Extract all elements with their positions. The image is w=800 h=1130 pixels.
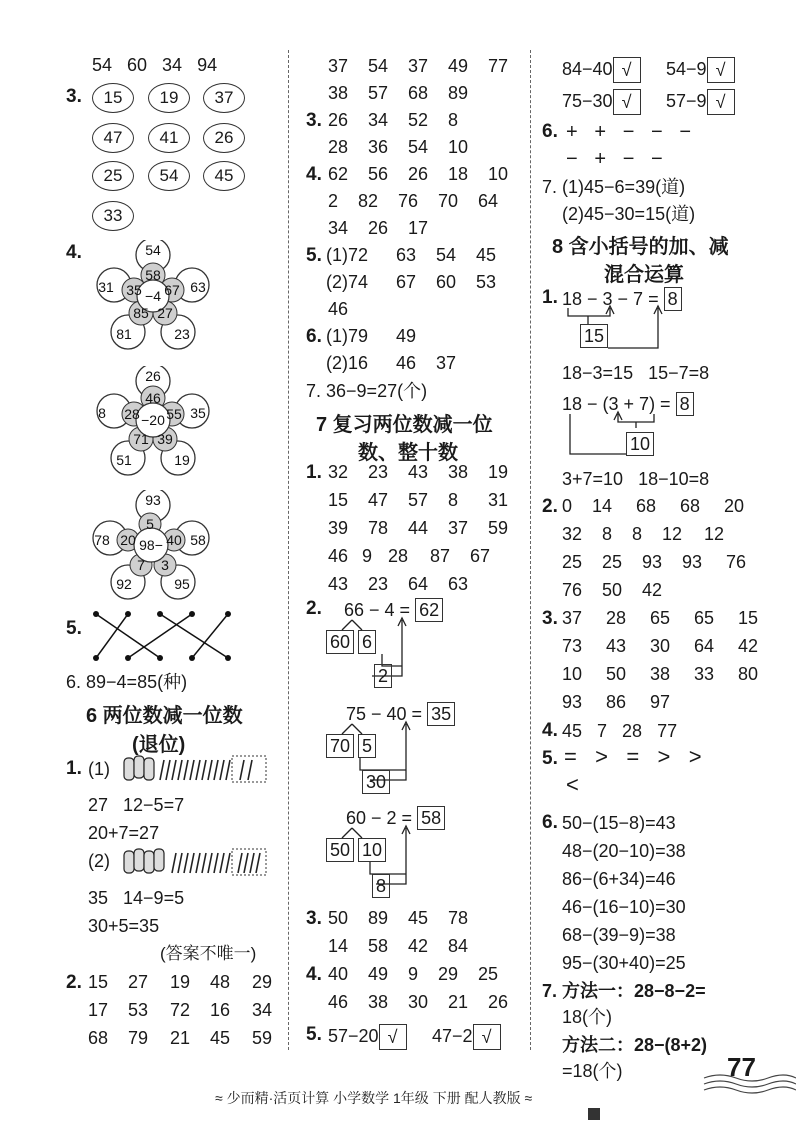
- oval-answer: 45: [203, 161, 245, 191]
- c3-q5-row: = > = > >: [564, 744, 702, 769]
- flower-inner: 20: [120, 532, 136, 548]
- flower-inner: 5: [146, 516, 154, 532]
- oval-answer: 37: [203, 83, 245, 113]
- section7-subtitle: 数、整十数: [358, 442, 458, 464]
- s3-row: 14 58 42 84: [328, 936, 469, 956]
- c3-q7-method1: 7. 方法一：28−8−2=: [542, 981, 706, 1001]
- bundles-of-sticks-1: [120, 752, 270, 784]
- q3-label: 3.: [66, 86, 82, 107]
- c3-q6b-line: 86−(6+34)=46: [562, 869, 676, 889]
- split-parts-3: 50 10: [326, 838, 386, 862]
- p1-label: 1.: [542, 287, 558, 308]
- flower-outer: 78: [94, 532, 110, 548]
- flower-inner: 58: [145, 267, 161, 283]
- oval-answer: 54: [148, 161, 190, 191]
- split-result-1: 2: [374, 664, 392, 688]
- check-box: √: [707, 89, 735, 115]
- q2-row: 68 79 21 45 59: [88, 1028, 273, 1048]
- c3-q6-row2: − + − −: [566, 148, 663, 170]
- p2-bracket-lines: [562, 410, 682, 466]
- c3-q6b-line: 68−(39−9)=38: [562, 925, 676, 945]
- split-result-2: 30: [362, 770, 390, 794]
- oval-answer: 26: [203, 123, 245, 153]
- q1-label: 1.: [66, 758, 82, 779]
- p1-bracket-lines: [562, 304, 672, 360]
- check-box: √: [473, 1024, 501, 1050]
- check-box: √: [379, 1024, 407, 1050]
- s1-row: 32 23 43 38 19: [328, 462, 509, 482]
- flower-outer: 92: [116, 576, 132, 592]
- flower-inner: 67: [164, 282, 180, 298]
- c2-q6-label: 6.: [306, 326, 322, 347]
- c2-q3-row: 28 36 54 10: [328, 137, 469, 157]
- section8-subtitle: 混合运算: [604, 264, 684, 286]
- c3-q3-label: 3.: [542, 608, 558, 629]
- p2-expression: 18 − (3 + 7) = 8: [562, 392, 694, 416]
- q1-line1: 27 12−5=7: [88, 795, 185, 815]
- column-divider-1: [288, 50, 289, 1050]
- c2-q4-row: 34 26 17: [328, 218, 429, 238]
- answer-box: 8: [664, 287, 682, 311]
- c3-check-row-2b: 57−9 √: [666, 89, 735, 115]
- q5-label: 5.: [66, 618, 82, 639]
- c3-q6b-line: 95−(30+40)=25: [562, 953, 686, 973]
- answer-box: 58: [417, 806, 445, 830]
- c3-q7-line1: 7. (1)45−6=39(道): [542, 177, 686, 197]
- c2-row: 37 54 37 49 77: [328, 56, 509, 76]
- s5-item-1: 57−20 √: [328, 1024, 407, 1050]
- flower-inner: 40: [166, 532, 182, 548]
- oval-answer: 47: [92, 123, 134, 153]
- section7-title: 7 复习两位数减一位: [316, 414, 493, 436]
- c3-q4-label: 4.: [542, 720, 558, 741]
- column-divider-2: [530, 50, 531, 1050]
- p1-expression: 18 − 3 − 7 = 8: [562, 287, 682, 311]
- flower-outer: 8: [98, 405, 106, 421]
- answer-box: 35: [427, 702, 455, 726]
- c2-q7: 7. 36−9=27(个): [306, 381, 428, 401]
- c2-q5-label: 5.: [306, 245, 322, 266]
- check-box: √: [707, 57, 735, 83]
- c2-q6-row: (2)16 46 37: [326, 353, 457, 373]
- c3-q3-row: 93 86 97: [562, 692, 671, 712]
- number-flower-2: [88, 366, 218, 476]
- flower-center: −20: [141, 412, 165, 428]
- oval-answer: 19: [148, 83, 190, 113]
- flower-inner: 3: [161, 557, 169, 573]
- c3-q6-row1: + + − − −: [566, 121, 692, 143]
- c3-q4-row: 45 7 28 77: [562, 721, 678, 741]
- number-flower-3: [88, 490, 218, 600]
- s1-row: 39 78 44 37 59: [328, 518, 509, 538]
- split-parts-2: 70 5: [326, 734, 376, 758]
- oval-answer: 15: [92, 83, 134, 113]
- c2-q4-row: 2 82 76 70 64: [328, 191, 499, 211]
- bundles-of-sticks-2: [120, 845, 270, 877]
- split-equation-2: 75 − 40 = 35: [346, 702, 455, 726]
- c3-q6b-line: 50−(15−8)=43: [562, 813, 676, 833]
- matching-lines: [88, 608, 248, 663]
- c3-check-row-2: 75−30 √: [562, 89, 641, 115]
- check-box: √: [613, 57, 641, 83]
- flower-outer: 93: [145, 492, 161, 508]
- answer-box: 8: [676, 392, 694, 416]
- c3-q7-result2: =18(个): [562, 1061, 623, 1081]
- section8-title: 8 含小括号的加、减: [552, 236, 729, 258]
- page-number: 77: [727, 1052, 756, 1082]
- flower-inner: 27: [157, 305, 173, 321]
- oval-answer: 33: [92, 201, 134, 231]
- flower-outer: 95: [174, 576, 190, 592]
- flower-inner: 55: [166, 406, 182, 422]
- c3-q2-row: 0 14 68 68 20: [562, 496, 745, 516]
- flower-outer: 63: [190, 279, 206, 295]
- c3-q7-result1: 18(个): [562, 1007, 613, 1027]
- flower-outer: 19: [174, 452, 190, 468]
- flower-inner: 71: [133, 431, 149, 447]
- s1-row: 15 47 57 8 31: [328, 490, 509, 510]
- s3-row: 50 89 45 78: [328, 908, 469, 928]
- q2-row: 15 27 19 48 29: [88, 972, 273, 992]
- q4-label: 4.: [66, 242, 82, 263]
- c3-q7-line2: (2)45−30=15(道): [562, 204, 696, 224]
- c2-q5-row: 46: [328, 299, 349, 319]
- flower-center: 98−: [139, 537, 163, 553]
- p2-intermediate: 10: [626, 432, 654, 456]
- flower-outer: 23: [174, 326, 190, 342]
- c3-q5-label: 5.: [542, 748, 558, 769]
- c3-q3-row: 73 43 30 64 42: [562, 636, 759, 656]
- c3-q6b-line: 46−(16−10)=30: [562, 897, 686, 917]
- p1-steps: 18−3=15 15−7=8: [562, 363, 710, 383]
- flower-inner: 7: [137, 557, 145, 573]
- c2-q3-label: 3.: [306, 110, 322, 131]
- s1-row: 46 9 28 87 67: [328, 546, 491, 566]
- answer-box: 62: [415, 598, 443, 622]
- c2-q5-row: (1)72 63 54 45: [326, 245, 497, 265]
- c3-q3-row: 37 28 65 65 15: [562, 608, 759, 628]
- q1-note: (答案不唯一): [160, 944, 257, 963]
- q6-answer: 6. 89−4=85(种): [66, 672, 188, 692]
- c3-check-row-1b: 54−9 √: [666, 57, 735, 83]
- flower-outer: 51: [116, 452, 132, 468]
- c3-q7-method2: 方法二：28−(8+2): [562, 1035, 708, 1055]
- c3-q6b-line: 48−(20−10)=38: [562, 841, 686, 861]
- c2-row: 38 57 68 89: [328, 83, 469, 103]
- flower-outer: 58: [190, 532, 206, 548]
- flower-outer: 31: [98, 279, 114, 295]
- c2-q6-row: (1)79 49: [326, 326, 417, 346]
- oval-answer: 41: [148, 123, 190, 153]
- flower-inner: 35: [126, 282, 142, 298]
- c2-q4-row: 62 56 26 18 10: [328, 164, 509, 184]
- barcode-mark: [588, 1108, 600, 1120]
- c2-q5-row: (2)74 67 60 53: [326, 272, 497, 292]
- s1-label: 1.: [306, 462, 322, 483]
- flower-inner: 39: [157, 431, 173, 447]
- c3-check-row-1: 84−40 √: [562, 57, 641, 83]
- q1-part2: (2): [88, 851, 110, 871]
- q1-line2: 20+7=27: [88, 823, 160, 843]
- split-equation-1: 66 − 4 = 62: [344, 598, 443, 622]
- q2-label: 2.: [66, 972, 82, 993]
- c3-q3-row: 10 50 38 33 80: [562, 664, 759, 684]
- c3-q2-row: 25 25 93 93 76: [562, 552, 747, 572]
- flower-outer: 54: [145, 242, 161, 258]
- oval-answer: 25: [92, 161, 134, 191]
- q1-line3: 35 14−9=5: [88, 888, 185, 908]
- s5-label: 5.: [306, 1024, 322, 1045]
- p2-steps: 3+7=10 18−10=8: [562, 469, 710, 489]
- c2-q4-label: 4.: [306, 164, 322, 185]
- flower-outer: 35: [190, 405, 206, 421]
- split-parts-1: 60 6: [326, 630, 376, 654]
- c3-q6b-label: 6.: [542, 812, 558, 833]
- s4-row: 40 49 9 29 25: [328, 964, 499, 984]
- flower-outer: 81: [116, 326, 132, 342]
- top-row: 54 60 34 94: [92, 55, 218, 75]
- s1-row: 43 23 64 63: [328, 574, 469, 594]
- c2-q3-row: 26 34 52 8: [328, 110, 459, 130]
- split-equation-3: 60 − 2 = 58: [346, 806, 445, 830]
- s3-label: 3.: [306, 908, 322, 929]
- flower-outer: 26: [145, 368, 161, 384]
- c3-q6-label: 6.: [542, 121, 558, 142]
- s4-label: 4.: [306, 964, 322, 985]
- s5-item-2: 47−2 √: [432, 1024, 501, 1050]
- section6-title: 6 两位数减一位数: [86, 705, 243, 727]
- c3-q2-row: 32 8 8 12 12: [562, 524, 725, 544]
- c3-q5-row2: <: [566, 772, 579, 797]
- flower-center: −4: [145, 288, 161, 304]
- number-flower-1: [88, 240, 218, 350]
- check-box: √: [613, 89, 641, 115]
- q1-line4: 30+5=35: [88, 916, 160, 936]
- s2-label: 2.: [306, 598, 322, 619]
- c3-q2-label: 2.: [542, 496, 558, 517]
- flower-inner: 28: [124, 406, 140, 422]
- flower-inner: 85: [133, 305, 149, 321]
- q1-part1: (1): [88, 759, 110, 779]
- section6-subtitle: (退位): [132, 734, 186, 756]
- split-result-3: 8: [372, 874, 390, 898]
- p1-intermediate: 15: [580, 324, 608, 348]
- c3-q2-row: 76 50 42: [562, 580, 663, 600]
- s4-row: 46 38 30 21 26: [328, 992, 509, 1012]
- q2-row: 17 53 72 16 34: [88, 1000, 273, 1020]
- flower-inner: 46: [145, 390, 161, 406]
- footer: ≈ 少而精·活页计算 小学数学 1年级 下册 配人教版 ≈: [215, 1090, 533, 1106]
